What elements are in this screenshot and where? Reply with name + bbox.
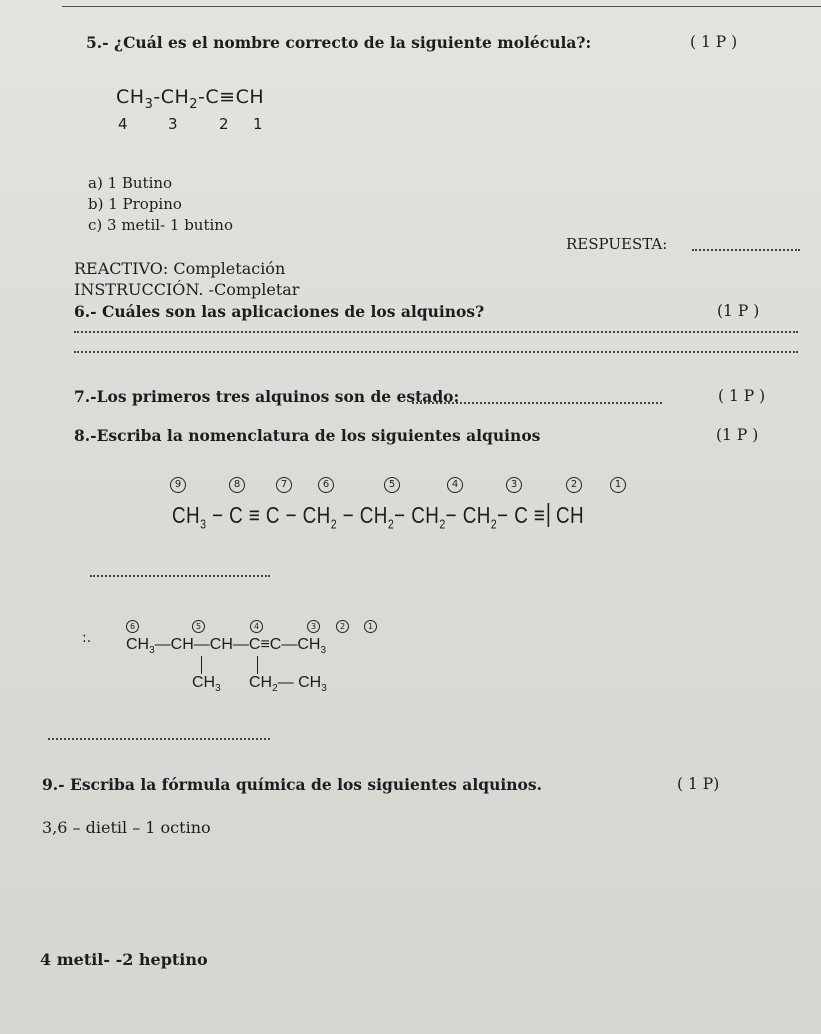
q5-option-b: b) 1 Propino <box>88 195 182 213</box>
mol1-carbon-7-marker: 7 <box>276 477 292 493</box>
mol1-carbon-3-marker: 3 <box>506 477 522 493</box>
q5-numbering-4: 4 <box>118 115 128 133</box>
mol1-carbon-1-marker: 1 <box>610 477 626 493</box>
q8-points: (1 P ) <box>716 426 759 444</box>
mol1-carbon-8-marker: 8 <box>229 477 245 493</box>
mol2-carbon-3-marker: 3 <box>307 620 320 633</box>
mol1-carbon-4-marker: 4 <box>447 477 463 493</box>
q6-answer-line-1[interactable] <box>74 331 798 333</box>
reactivo-title: REACTIVO: Completación <box>74 259 286 278</box>
mol2-carbon-2-marker: 2 <box>336 620 349 633</box>
mol1-carbon-2-marker: 2 <box>566 477 582 493</box>
mol2-branch-ethyl: $CH_2—$ $CH_3$ <box>249 674 327 695</box>
mol2-bullet: :. <box>82 630 92 646</box>
q6-points: (1 P ) <box>717 302 760 320</box>
mol2-branch-methyl: $CH_3$ <box>192 674 221 695</box>
q7-points: ( 1 P ) <box>718 387 766 405</box>
mol2-carbon-5-marker: 5 <box>192 620 205 633</box>
q5-numbering-3: 3 <box>168 115 178 133</box>
q9-item-2: 4 metil- -2 heptino <box>40 950 208 969</box>
mol1-carbon-6-marker: 6 <box>318 477 334 493</box>
q9-question: 9.- Escriba la fórmula química de los siguientes alquinos. <box>42 775 542 794</box>
q5-numbering-2: 2 <box>219 115 229 133</box>
mol1-carbon-5-marker: 5 <box>384 477 400 493</box>
mol2-branch-bond-1 <box>201 656 202 674</box>
mol1-formula: $CH_3 - C \equiv C - CH_2 - CH_2- CH_2- CH_2- C$ ≡ CH <box>172 502 585 532</box>
q5-answer-label: RESPUESTA: <box>566 235 668 253</box>
mol2-carbon-6-marker: 6 <box>126 620 139 633</box>
q7-answer-line[interactable] <box>412 402 662 404</box>
q8-answer-line-1[interactable] <box>90 575 270 577</box>
q5-option-a: a) 1 Butino <box>88 174 173 192</box>
q8-question: 8.-Escriba la nomenclatura de los siguientes alquinos <box>74 426 541 445</box>
mol2-main-chain: $CH_3—CH—CH—C\equiv C—CH_3$ <box>126 636 327 657</box>
q6-question: 6.- Cuáles son las aplicaciones de los alquinos? <box>74 302 485 321</box>
q5-answer-line[interactable] <box>692 249 800 251</box>
top-rule <box>62 6 821 7</box>
q9-points: ( 1 P) <box>677 775 720 793</box>
mol2-branch-bond-2 <box>257 656 258 674</box>
q8-answer-line-2[interactable] <box>48 738 270 740</box>
q5-question: 5.- ¿Cuál es el nombre correcto de la siguiente molécula?: <box>86 33 592 52</box>
q5-points: ( 1 P ) <box>690 33 738 51</box>
mol2-carbon-4-marker: 4 <box>250 620 263 633</box>
mol2-carbon-1-marker: 1 <box>364 620 377 633</box>
q5-numbering-1: 1 <box>253 115 263 133</box>
q9-item-1: 3,6 – dietil – 1 octino <box>42 818 211 837</box>
q7-question: 7.-Los primeros tres alquinos son de estado: <box>74 387 460 406</box>
mol1-carbon-9-marker: 9 <box>170 477 186 493</box>
q6-answer-line-2[interactable] <box>74 351 798 353</box>
q5-option-c: c) 3 metil- 1 butino <box>88 216 233 234</box>
reactivo-instruction: INSTRUCCIÓN. -Completar <box>74 280 300 299</box>
q5-molecule: $CH_3-CH_2-C\equiv CH$ <box>116 86 265 112</box>
mol1-pen-mark <box>548 503 556 527</box>
